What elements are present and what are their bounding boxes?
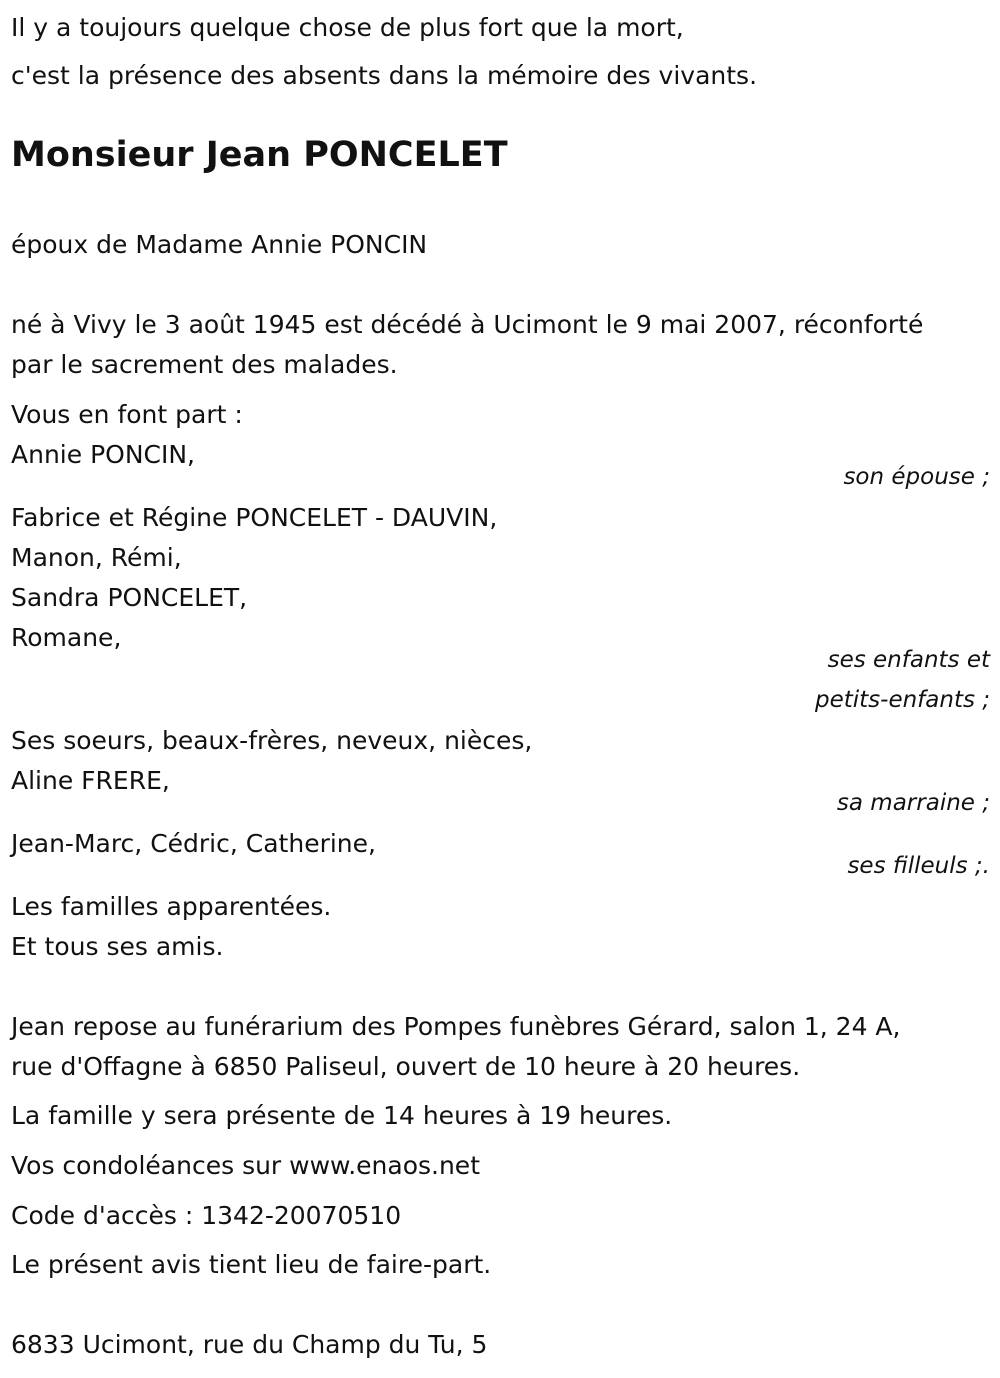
siblings-line: Ses soeurs, beaux-frères, neveux, nièces, bbox=[11, 726, 533, 755]
godmother-role: sa marraine ; bbox=[836, 790, 990, 816]
funeral-home-line-1: Jean repose au funérarium des Pompes funèbres Gérard, salon 1, 24 A, bbox=[11, 1012, 901, 1041]
address-line: 6833 Ucimont, rue du Champ du Tu, 5 bbox=[11, 1330, 488, 1359]
quote-line-1: Il y a toujours quelque chose de plus fort que la mort, bbox=[11, 13, 684, 42]
children-role-line-1: ses enfants et bbox=[827, 647, 990, 673]
announcers-intro: Vous en font part : bbox=[11, 400, 243, 429]
families-line: Les familles apparentées. bbox=[11, 892, 332, 921]
godchildren-names: Jean-Marc, Cédric, Catherine, bbox=[11, 829, 376, 858]
spouse-name: Annie PONCIN, bbox=[11, 440, 195, 469]
child-line-4: Romane, bbox=[11, 623, 122, 652]
child-line-1: Fabrice et Régine PONCELET - DAUVIN, bbox=[11, 503, 498, 532]
child-line-3: Sandra PONCELET, bbox=[11, 583, 248, 612]
deceased-name: Monsieur Jean PONCELET bbox=[11, 135, 508, 175]
child-line-2: Manon, Rémi, bbox=[11, 543, 182, 572]
birth-death-line-2: par le sacrement des malades. bbox=[11, 350, 398, 379]
godmother-name: Aline FRERE, bbox=[11, 766, 170, 795]
spouse-line: époux de Madame Annie PONCIN bbox=[11, 230, 428, 259]
godchildren-role: ses filleuls ;. bbox=[847, 853, 990, 879]
access-code-line: Code d'accès : 1342-20070510 bbox=[11, 1201, 402, 1230]
notice-line: Le présent avis tient lieu de faire-part. bbox=[11, 1250, 492, 1279]
quote-line-2: c'est la présence des absents dans la mémoire des vivants. bbox=[11, 61, 758, 90]
spouse-role: son épouse ; bbox=[843, 464, 990, 490]
birth-death-line-1: né à Vivy le 3 août 1945 est décédé à Ucimont le 9 mai 2007, réconforté bbox=[11, 310, 924, 339]
children-role-line-2: petits-enfants ; bbox=[814, 687, 990, 713]
funeral-home-line-2: rue d'Offagne à 6850 Paliseul, ouvert de 10 heure à 20 heures. bbox=[11, 1052, 801, 1081]
condolences-line: Vos condoléances sur www.enaos.net bbox=[11, 1151, 480, 1180]
family-presence-line: La famille y sera présente de 14 heures à 19 heures. bbox=[11, 1101, 673, 1130]
friends-line: Et tous ses amis. bbox=[11, 932, 224, 961]
